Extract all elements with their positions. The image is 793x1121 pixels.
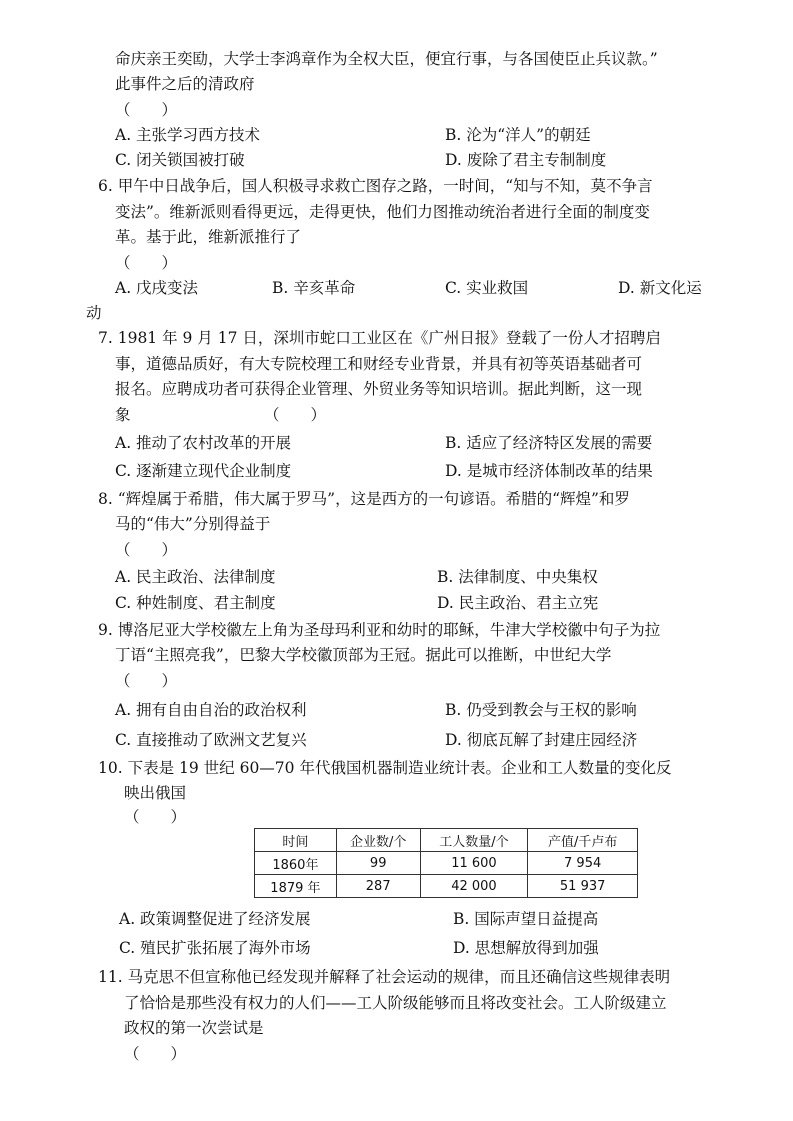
q9-text-line-1: 9. 博洛尼亚大学校徽左上角为圣母玛利亚和幼时的耶稣，牛津大学校徽中句子为拉 [98, 621, 661, 639]
table-cell: 7 954 [528, 852, 638, 875]
table-cell: 11 600 [420, 852, 528, 875]
q5-answer-blank: （ ） [115, 101, 178, 119]
table-header-cell: 工人数量/个 [420, 829, 528, 852]
q6-option-a: A. 戊戌变法 [115, 279, 199, 297]
q10-option-d: D. 思想解放得到加强 [453, 939, 599, 957]
q10-text-line-1: 10. 下表是 19 世纪 60—70 年代俄国机器制造业统计表。企业和工人数量的变化反 [98, 759, 672, 777]
q6-option-b: B. 辛亥革命 [272, 279, 356, 297]
table-cell: 1860年 [255, 852, 337, 875]
q7-text-line-4: 象 [115, 406, 131, 424]
table-header-row [255, 829, 638, 852]
q9-option-c: C. 直接推动了欧洲文艺复兴 [115, 731, 307, 749]
q6-option-d-wrap: 动 [86, 304, 102, 322]
table-header-cell: 产值/千卢布 [528, 829, 638, 852]
q7-text-line-1: 7. 1981 年 9 月 17 日，深圳市蛇口工业区在《广州日报》登载了一份人才招聘启 [98, 329, 661, 347]
q5-text-line-1: 命庆亲王奕劻，大学士李鸿章作为全权大臣，便宜行事，与各国使臣止兵议款。” [115, 50, 658, 68]
q8-option-a: A. 民主政治、法律制度 [115, 568, 276, 586]
q10-option-b: B. 国际声望日益提高 [453, 910, 599, 928]
table-header-cell: 企业数/个 [336, 829, 420, 852]
q10-option-c: C. 殖民扩张拓展了海外市场 [119, 939, 311, 957]
q7-text-line-2: 事，道德品质好，有大专院校理工和财经专业背景，并具有初等英语基础者可 [115, 355, 643, 373]
q5-option-b: B. 沦为“洋人”的朝廷 [445, 126, 591, 144]
q6-text-line-1: 6. 甲午中日战争后，国人积极寻求救亡图存之路，一时间，“知与不知，莫不争言 [98, 177, 653, 195]
q7-option-a: A. 推动了农村改革的开展 [115, 434, 292, 452]
table-cell: 42 000 [420, 875, 528, 898]
q7-option-b: B. 适应了经济特区发展的需要 [445, 434, 653, 452]
q11-text-line-2: 了恰恰是那些没有权力的人们——工人阶级能够而且将改变社会。工人阶级建立 [124, 994, 667, 1012]
q6-option-d: D. 新文化运 [618, 279, 702, 297]
table-cell: 1879 年 [255, 875, 337, 898]
q6-text-line-3: 革。基于此，维新派推行了 [115, 228, 302, 246]
table-cell: 287 [336, 875, 420, 898]
q8-option-d: D. 民主政治、君主立宪 [437, 594, 599, 612]
q9-option-b: B. 仍受到教会与王权的影响 [445, 701, 637, 719]
table-cell: 99 [336, 852, 420, 875]
q9-option-d: D. 彻底瓦解了封建庄园经济 [445, 731, 638, 749]
q8-text-line-1: 8. “辉煌属于希腊，伟大属于罗马”，这是西方的一句谚语。希腊的“辉煌”和罗 [98, 490, 630, 508]
q9-option-a: A. 拥有自由自治的政治权利 [115, 701, 307, 719]
q7-option-c: C. 逐渐建立现代企业制度 [115, 462, 292, 480]
table-row [255, 852, 638, 875]
q7-answer-blank: （ ） [264, 406, 327, 424]
q5-option-c: C. 闭关锁国被打破 [115, 151, 245, 169]
q9-answer-blank: （ ） [115, 672, 178, 690]
q6-option-c: C. 实业救国 [445, 279, 529, 297]
table-header-cell: 时间 [255, 829, 337, 852]
table-cell: 51 937 [528, 875, 638, 898]
q8-option-b: B. 法律制度、中央集权 [437, 568, 598, 586]
q5-option-a: A. 主张学习西方技术 [115, 126, 261, 144]
q9-text-line-2: 丁语“主照亮我”，巴黎大学校徽顶部为王冠。据此可以推断，中世纪大学 [115, 646, 612, 664]
q11-answer-blank: （ ） [124, 1045, 187, 1063]
q8-option-c: C. 种姓制度、君主制度 [115, 594, 276, 612]
q11-text-line-1: 11. 马克思不但宣称他已经发现并解释了社会运动的规律，而且还确信这些规律表明 [98, 968, 671, 986]
table-row [255, 875, 638, 898]
q6-text-line-2: 变法”。维新派则看得更远，走得更快，他们力图推动统治者进行全面的制度变 [115, 203, 650, 221]
q8-answer-blank: （ ） [115, 541, 178, 559]
q5-text-line-2: 此事件之后的清政府 [115, 75, 255, 93]
q10-answer-blank: （ ） [124, 808, 187, 826]
q7-option-d: D. 是城市经济体制改革的结果 [445, 462, 653, 480]
q10-option-a: A. 政策调整促进了经济发展 [119, 910, 311, 928]
q5-option-d: D. 废除了君主专制制度 [445, 151, 607, 169]
q6-answer-blank: （ ） [115, 254, 178, 272]
q7-text-line-3: 报名。应聘成功者可获得企业管理、外贸业务等知识培训。据此判断，这一现 [115, 380, 643, 398]
q8-text-line-2: 马的“伟大”分别得益于 [115, 515, 271, 533]
q10-text-line-2: 映出俄国 [124, 784, 187, 802]
q11-text-line-3: 政权的第一次尝试是 [124, 1019, 264, 1037]
machine-industry-table [254, 828, 638, 898]
